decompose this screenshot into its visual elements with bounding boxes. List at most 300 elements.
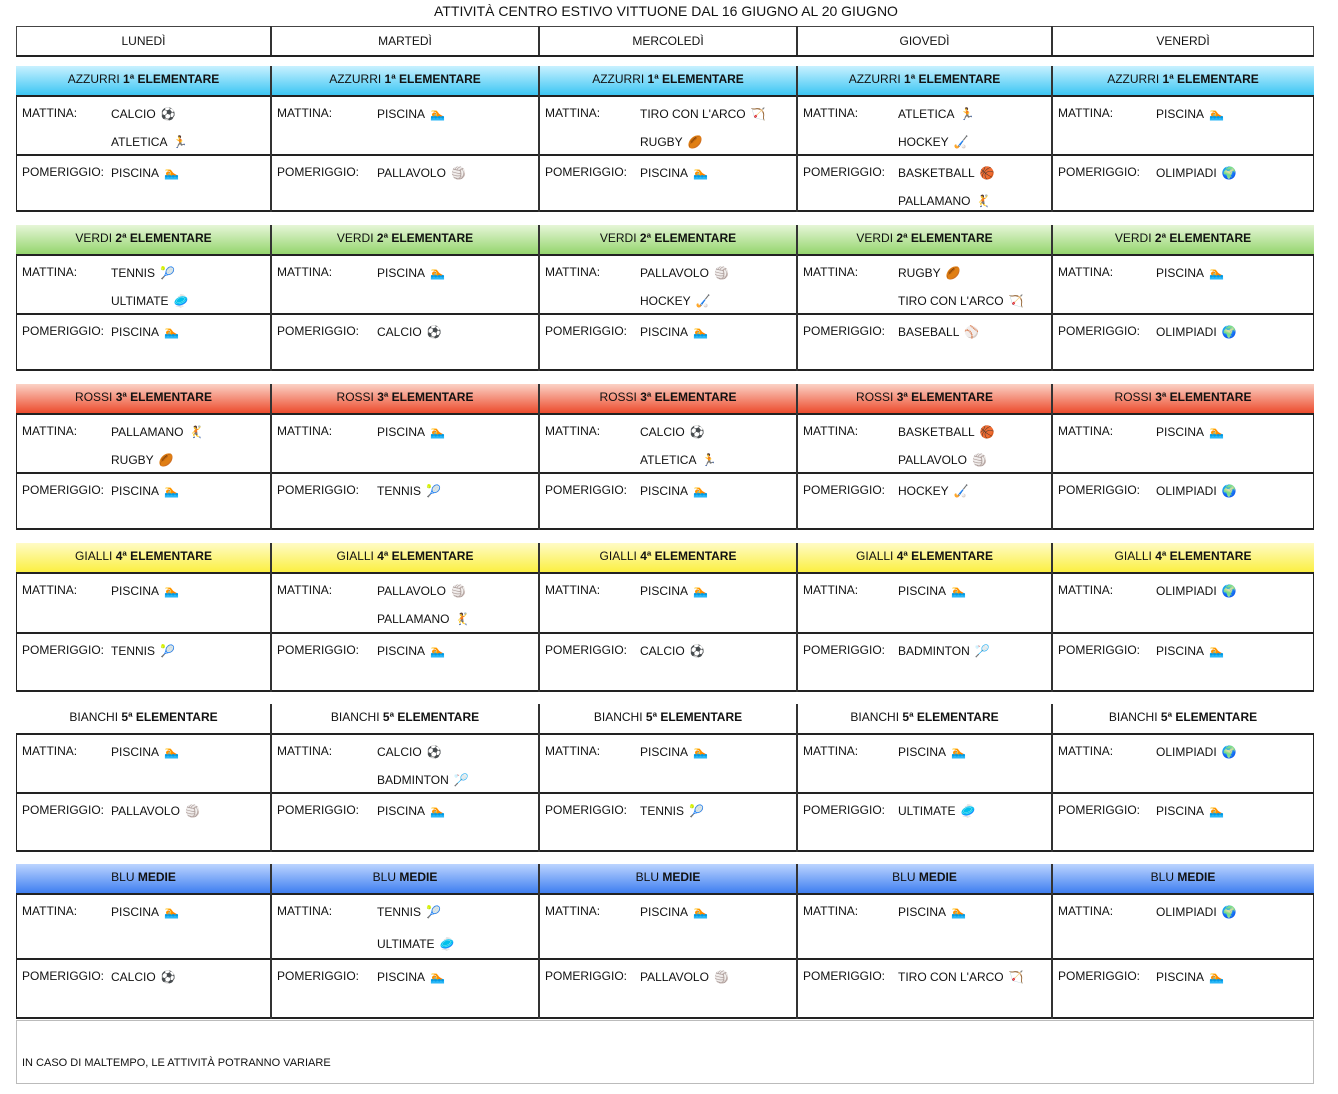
activity-name: PISCINA xyxy=(898,745,947,759)
activity-item xyxy=(377,484,441,498)
group-name: AZZURRI xyxy=(1107,72,1160,86)
activity-item xyxy=(111,266,175,280)
sport-icon: 🎾 xyxy=(426,484,441,498)
sport-icon: 🎾 xyxy=(689,804,704,818)
group-name: BLU xyxy=(1150,870,1174,884)
activity-name: CALCIO xyxy=(377,325,422,339)
group-level: 5ª ELEMENTARE xyxy=(1160,710,1258,724)
activity-name: PISCINA xyxy=(377,804,426,818)
activity-item xyxy=(1156,166,1237,180)
group-name: BIANCHI xyxy=(69,710,119,724)
morning-label: MATTINA: xyxy=(22,744,78,758)
activity-item xyxy=(1156,905,1237,919)
group-level: 2ª ELEMENTARE xyxy=(896,231,993,245)
activity-item xyxy=(111,970,176,984)
group-level: 1ª ELEMENTARE xyxy=(1162,72,1259,86)
column-divider xyxy=(796,225,798,371)
activity-name: PALLAVOLO xyxy=(898,453,967,467)
morning-label: MATTINA: xyxy=(22,904,78,918)
activity-name: RUGBY xyxy=(111,453,154,467)
activity-name: OLIMPIADI xyxy=(1156,905,1217,919)
group-level: 2ª ELEMENTARE xyxy=(376,231,474,245)
row-divider xyxy=(16,690,1314,692)
activity-item xyxy=(898,644,990,658)
day-header: MERCOLEDÌ xyxy=(632,34,704,48)
afternoon-label: POMERIGGIO: xyxy=(277,165,360,179)
sport-icon: 🏊 xyxy=(430,804,445,818)
afternoon-label: POMERIGGIO: xyxy=(1058,643,1141,657)
morning-label: MATTINA: xyxy=(277,583,333,597)
morning-label: MATTINA: xyxy=(277,106,333,120)
activity-name: PISCINA xyxy=(1156,644,1205,658)
row-divider xyxy=(16,893,1314,895)
sport-icon: 🏐 xyxy=(713,970,729,984)
morning-label: MATTINA: xyxy=(277,904,333,918)
group-level: 2ª ELEMENTARE xyxy=(1154,231,1252,245)
activity-item xyxy=(640,804,704,818)
group-name: GIALLI xyxy=(336,549,374,563)
activity-name: HOCKEY xyxy=(898,484,949,498)
afternoon-label: POMERIGGIO: xyxy=(545,643,628,657)
group-name: GIALLI xyxy=(1114,549,1152,563)
sport-icon: 🏊 xyxy=(1209,644,1224,658)
group-header xyxy=(797,225,1052,255)
afternoon-label: POMERIGGIO: xyxy=(22,643,105,657)
column-divider xyxy=(270,543,272,692)
activity-name: PISCINA xyxy=(111,325,160,339)
group-name: BLU xyxy=(892,870,916,884)
sport-icon: 🏊 xyxy=(693,745,708,759)
sport-icon: 🏊 xyxy=(693,484,708,498)
activity-item xyxy=(1156,325,1237,339)
column-divider xyxy=(796,66,798,212)
sport-icon: 🥏 xyxy=(960,804,976,818)
activity-item xyxy=(640,584,708,598)
afternoon-label: POMERIGGIO: xyxy=(545,969,628,983)
group-name: BIANCHI xyxy=(850,710,900,724)
afternoon-label: POMERIGGIO: xyxy=(803,803,886,817)
group-header xyxy=(271,704,539,734)
activity-item xyxy=(640,905,708,919)
column-divider xyxy=(270,864,272,1019)
activity-item xyxy=(111,425,203,439)
activity-name: ULTIMATE xyxy=(898,804,956,818)
group-level: 4ª ELEMENTARE xyxy=(377,549,474,563)
afternoon-label: POMERIGGIO: xyxy=(277,803,360,817)
activity-item xyxy=(111,294,189,308)
afternoon-label: POMERIGGIO: xyxy=(803,483,886,497)
sport-icon: 🏑 xyxy=(953,484,969,498)
sport-icon: 🤾 xyxy=(454,612,470,626)
activity-name: BADMINTON xyxy=(377,773,449,787)
activity-name: ATLETICA xyxy=(898,107,955,121)
activity-item xyxy=(377,166,466,180)
activity-name: PISCINA xyxy=(1156,804,1205,818)
group-level: 5ª ELEMENTARE xyxy=(645,710,743,724)
activity-item xyxy=(898,453,987,467)
row-divider xyxy=(16,254,1314,256)
sport-icon: 🏊 xyxy=(1209,425,1224,439)
activity-name: PISCINA xyxy=(1156,266,1205,280)
activity-name: PALLAVOLO xyxy=(640,266,709,280)
activity-name: CALCIO xyxy=(111,107,156,121)
activity-item xyxy=(111,135,187,149)
activity-item xyxy=(898,905,966,919)
morning-label: MATTINA: xyxy=(277,424,333,438)
activity-name: ULTIMATE xyxy=(377,937,435,951)
day-header: GIOVEDÌ xyxy=(899,34,950,48)
sport-icon: 🏹 xyxy=(1008,294,1024,308)
activity-name: OLIMPIADI xyxy=(1156,325,1217,339)
column-divider xyxy=(270,384,272,530)
morning-label: MATTINA: xyxy=(1058,904,1114,918)
sport-icon: 🏹 xyxy=(750,107,766,121)
sport-icon: 🎾 xyxy=(426,905,441,919)
row-divider xyxy=(16,154,1314,156)
group-name: AZZURRI xyxy=(592,72,645,86)
activity-name: CALCIO xyxy=(111,970,156,984)
activity-item xyxy=(377,970,445,984)
activity-item xyxy=(1156,804,1224,818)
morning-label: MATTINA: xyxy=(22,424,78,438)
group-level: MEDIE xyxy=(399,870,438,884)
activity-item xyxy=(377,612,469,626)
sport-icon: 🏉 xyxy=(158,453,174,467)
group-level: 1ª ELEMENTARE xyxy=(904,72,1001,86)
day-header: LUNEDÌ xyxy=(121,34,166,48)
activity-item xyxy=(1156,970,1224,984)
activity-item xyxy=(640,166,708,180)
group-header xyxy=(271,225,539,255)
afternoon-label: POMERIGGIO: xyxy=(277,643,360,657)
sport-icon: 🏊 xyxy=(951,905,966,919)
row-divider xyxy=(16,632,1314,634)
afternoon-label: POMERIGGIO: xyxy=(277,969,360,983)
morning-label: MATTINA: xyxy=(1058,583,1114,597)
activity-item xyxy=(377,325,442,339)
column-divider xyxy=(1051,384,1053,530)
group-header xyxy=(1052,384,1314,414)
activity-item xyxy=(640,135,703,149)
sport-icon: 🏊 xyxy=(693,905,708,919)
activity-name: PISCINA xyxy=(1156,107,1205,121)
group-header xyxy=(16,704,271,734)
activity-item xyxy=(1156,584,1237,598)
activity-item xyxy=(111,644,175,658)
activity-name: CALCIO xyxy=(377,745,422,759)
group-header xyxy=(797,66,1052,96)
group-name: ROSSI xyxy=(599,390,637,404)
afternoon-label: POMERIGGIO: xyxy=(22,483,105,497)
afternoon-label: POMERIGGIO: xyxy=(277,324,360,338)
sport-icon: ⚽ xyxy=(426,745,442,759)
group-level: MEDIE xyxy=(662,870,701,884)
footer-box xyxy=(16,1020,1314,1084)
group-level: 5ª ELEMENTARE xyxy=(382,710,480,724)
morning-label: MATTINA: xyxy=(545,424,601,438)
sport-icon: ⚽ xyxy=(426,325,442,339)
group-level: 1ª ELEMENTARE xyxy=(647,72,744,86)
activity-name: ULTIMATE xyxy=(111,294,169,308)
group-level: 5ª ELEMENTARE xyxy=(902,710,999,724)
activity-name: OLIMPIADI xyxy=(1156,584,1217,598)
activity-name: TENNIS xyxy=(377,905,422,919)
afternoon-label: POMERIGGIO: xyxy=(1058,165,1141,179)
afternoon-label: POMERIGGIO: xyxy=(1058,803,1141,817)
activity-item xyxy=(898,107,974,121)
afternoon-label: POMERIGGIO: xyxy=(545,165,628,179)
activity-item xyxy=(640,484,708,498)
activity-item xyxy=(898,266,961,280)
activity-name: PISCINA xyxy=(640,905,689,919)
group-header xyxy=(16,384,271,414)
column-divider xyxy=(1051,26,1053,56)
sport-icon: 🎾 xyxy=(160,266,175,280)
row-divider xyxy=(16,1017,1314,1019)
activity-item xyxy=(111,905,179,919)
row-divider xyxy=(16,472,1314,474)
sport-icon: 🤾 xyxy=(975,194,991,208)
activity-item xyxy=(1156,644,1224,658)
group-header xyxy=(271,543,539,573)
activity-item xyxy=(898,294,1024,308)
activity-name: TIRO CON L'ARCO xyxy=(640,107,746,121)
sport-icon: 🌍 xyxy=(1221,484,1237,498)
morning-label: MATTINA: xyxy=(803,583,859,597)
group-header xyxy=(16,225,271,255)
activity-item xyxy=(640,644,705,658)
activity-name: OLIMPIADI xyxy=(1156,745,1217,759)
activity-name: PISCINA xyxy=(377,970,426,984)
activity-name: PISCINA xyxy=(640,325,689,339)
column-divider xyxy=(270,225,272,371)
column-divider xyxy=(270,26,272,56)
column-divider xyxy=(538,66,540,212)
sport-icon: ⚽ xyxy=(160,107,176,121)
group-level: 2ª ELEMENTARE xyxy=(115,231,212,245)
activity-item xyxy=(640,970,729,984)
activity-name: HOCKEY xyxy=(640,294,691,308)
group-name: VERDI xyxy=(856,231,894,245)
afternoon-label: POMERIGGIO: xyxy=(545,483,628,497)
sport-icon: 🏸 xyxy=(974,644,990,658)
activity-item xyxy=(111,745,179,759)
activity-name: RUGBY xyxy=(640,135,683,149)
morning-label: MATTINA: xyxy=(545,744,601,758)
row-divider xyxy=(16,792,1314,794)
group-header xyxy=(1052,704,1314,734)
group-level: 4ª ELEMENTARE xyxy=(1155,549,1252,563)
column-divider xyxy=(796,704,798,852)
group-level: 3ª ELEMENTARE xyxy=(115,390,212,404)
column-divider xyxy=(538,704,540,852)
group-header xyxy=(797,543,1052,573)
activity-name: PALLAVOLO xyxy=(640,970,709,984)
row-divider xyxy=(16,55,1314,57)
morning-label: MATTINA: xyxy=(22,106,78,120)
activity-item xyxy=(898,970,1024,984)
activity-name: TENNIS xyxy=(111,266,156,280)
activity-name: PALLAMANO xyxy=(111,425,184,439)
sport-icon: 🏊 xyxy=(951,584,966,598)
activity-item xyxy=(898,484,969,498)
activity-name: PALLAVOLO xyxy=(377,584,446,598)
group-header xyxy=(797,704,1052,734)
activity-item xyxy=(640,266,729,280)
activity-name: PISCINA xyxy=(377,266,426,280)
row-divider xyxy=(16,572,1314,574)
sport-icon: 🏃 xyxy=(701,453,717,467)
activity-item xyxy=(898,325,979,339)
column-divider xyxy=(538,864,540,1019)
group-level: MEDIE xyxy=(1177,870,1216,884)
group-name: VERDI xyxy=(599,231,637,245)
column-divider xyxy=(796,864,798,1019)
sport-icon: 🌍 xyxy=(1221,905,1237,919)
activity-item xyxy=(377,107,445,121)
activity-name: PISCINA xyxy=(640,584,689,598)
sport-icon: 🏐 xyxy=(184,804,200,818)
column-divider xyxy=(1051,543,1053,692)
sport-icon: 🌍 xyxy=(1221,745,1237,759)
group-name: AZZURRI xyxy=(67,72,120,86)
group-name: BLU xyxy=(111,870,135,884)
sport-icon: 🏊 xyxy=(164,905,179,919)
sport-icon: 🥏 xyxy=(173,294,189,308)
sport-icon: ⚾ xyxy=(964,325,980,339)
activity-name: ATLETICA xyxy=(640,453,697,467)
sport-icon: 🌍 xyxy=(1221,325,1237,339)
morning-label: MATTINA: xyxy=(545,583,601,597)
activity-item xyxy=(377,425,445,439)
activity-name: BASEBALL xyxy=(898,325,960,339)
activity-name: PISCINA xyxy=(377,644,426,658)
activity-name: PISCINA xyxy=(111,584,160,598)
activity-item xyxy=(898,166,995,180)
morning-label: MATTINA: xyxy=(1058,744,1114,758)
activity-name: PALLAMANO xyxy=(377,612,450,626)
activity-item xyxy=(377,266,445,280)
activity-item xyxy=(898,804,976,818)
page-title: ATTIVITÀ CENTRO ESTIVO VITTUONE DAL 16 GIUGNO AL 20 GIUGNO xyxy=(434,3,898,19)
group-name: AZZURRI xyxy=(329,72,382,86)
row-divider xyxy=(16,958,1314,960)
activity-item xyxy=(377,804,445,818)
sport-icon: 🏉 xyxy=(945,266,961,280)
afternoon-label: POMERIGGIO: xyxy=(22,165,105,179)
activity-name: PISCINA xyxy=(111,484,160,498)
activity-name: TENNIS xyxy=(640,804,685,818)
sport-icon: 🏑 xyxy=(695,294,711,308)
day-header: VENERDÌ xyxy=(1156,34,1210,48)
group-level: 4ª ELEMENTARE xyxy=(896,549,993,563)
sport-icon: 🏊 xyxy=(430,107,445,121)
activity-item xyxy=(111,484,179,498)
group-level: MEDIE xyxy=(137,870,176,884)
group-name: BLU xyxy=(372,870,396,884)
morning-label: MATTINA: xyxy=(1058,106,1114,120)
morning-label: MATTINA: xyxy=(803,265,859,279)
morning-label: MATTINA: xyxy=(545,106,601,120)
group-name: ROSSI xyxy=(336,390,374,404)
group-level: 5ª ELEMENTARE xyxy=(121,710,218,724)
group-level: 3ª ELEMENTARE xyxy=(896,390,993,404)
activity-item xyxy=(1156,425,1224,439)
column-divider xyxy=(1051,66,1053,212)
sport-icon: 🏊 xyxy=(430,644,445,658)
sport-icon: 🏊 xyxy=(693,166,708,180)
afternoon-label: POMERIGGIO: xyxy=(803,643,886,657)
activity-item xyxy=(377,745,442,759)
morning-label: MATTINA: xyxy=(545,904,601,918)
activity-name: PISCINA xyxy=(898,584,947,598)
activity-item xyxy=(640,294,711,308)
group-name: GIALLI xyxy=(75,549,113,563)
column-divider xyxy=(270,704,272,852)
group-header xyxy=(271,384,539,414)
sport-icon: 🏊 xyxy=(164,745,179,759)
day-header: MARTEDÌ xyxy=(378,34,432,48)
sport-icon: 🏐 xyxy=(450,584,466,598)
activity-name: OLIMPIADI xyxy=(1156,484,1217,498)
group-level: 3ª ELEMENTARE xyxy=(640,390,737,404)
group-header xyxy=(16,543,271,573)
morning-label: MATTINA: xyxy=(1058,424,1114,438)
sport-icon: 🤾 xyxy=(188,425,204,439)
sport-icon: 🥏 xyxy=(439,937,455,951)
group-name: BIANCHI xyxy=(1108,710,1158,724)
sport-icon: 🏸 xyxy=(453,773,469,787)
sport-icon: 🏐 xyxy=(450,166,466,180)
activity-name: TENNIS xyxy=(111,644,156,658)
activity-name: TIRO CON L'ARCO xyxy=(898,294,1004,308)
morning-label: MATTINA: xyxy=(22,583,78,597)
activity-item xyxy=(898,135,969,149)
column-divider xyxy=(796,384,798,530)
group-name: BIANCHI xyxy=(593,710,643,724)
column-divider xyxy=(796,26,798,56)
group-level: 2ª ELEMENTARE xyxy=(639,231,737,245)
column-divider xyxy=(270,66,272,212)
activity-name: BASKETBALL xyxy=(898,166,975,180)
activity-item xyxy=(377,773,469,787)
weather-note: IN CASO DI MALTEMPO, LE ATTIVITÀ POTRANNO VARIARE xyxy=(22,1057,331,1069)
afternoon-label: POMERIGGIO: xyxy=(1058,483,1141,497)
group-level: MEDIE xyxy=(918,870,957,884)
afternoon-label: POMERIGGIO: xyxy=(277,483,360,497)
activity-name: PISCINA xyxy=(111,166,160,180)
activity-item xyxy=(377,644,445,658)
group-header xyxy=(797,384,1052,414)
column-divider xyxy=(538,225,540,371)
afternoon-label: POMERIGGIO: xyxy=(803,165,886,179)
activity-item xyxy=(111,584,179,598)
morning-label: MATTINA: xyxy=(277,744,333,758)
morning-label: MATTINA: xyxy=(803,106,859,120)
column-divider xyxy=(796,543,798,692)
activity-name: ATLETICA xyxy=(111,135,168,149)
activity-item xyxy=(640,107,766,121)
activity-name: PISCINA xyxy=(377,425,426,439)
group-level: 3ª ELEMENTARE xyxy=(377,390,474,404)
afternoon-label: POMERIGGIO: xyxy=(1058,969,1141,983)
sport-icon: 🏀 xyxy=(979,166,995,180)
activity-name: CALCIO xyxy=(640,425,685,439)
column-divider xyxy=(1051,864,1053,1019)
activity-name: OLIMPIADI xyxy=(1156,166,1217,180)
group-header xyxy=(539,704,797,734)
group-header xyxy=(539,384,797,414)
